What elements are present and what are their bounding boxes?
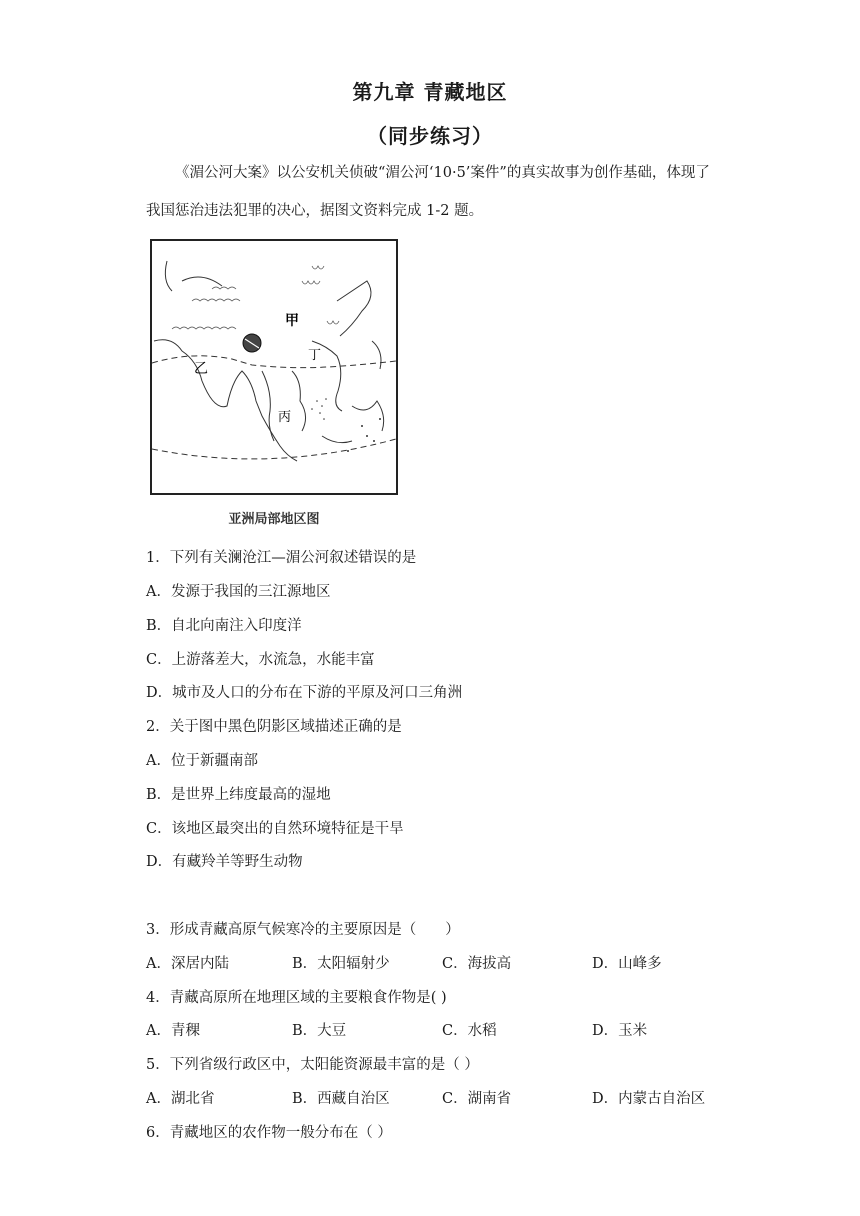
question-1-option-d[interactable]: D．城市及人口的分布在下游的平原及河口三角洲 <box>146 685 463 701</box>
question-4-option-a[interactable]: A．青稞 <box>146 1023 200 1039</box>
question-3-option-a[interactable]: A．深居内陆 <box>146 956 229 972</box>
question-5-stem: 5．下列省级行政区中，太阳能资源最丰富的是（ ） <box>146 1057 479 1073</box>
question-2-option-d[interactable]: D．有藏羚羊等野生动物 <box>146 854 303 870</box>
map-label-bing: 丙 <box>278 410 292 425</box>
question-5-option-a[interactable]: A．湖北省 <box>146 1091 215 1107</box>
question-1-option-b[interactable]: B．自北向南注入印度洋 <box>146 618 302 634</box>
question-1-option-a[interactable]: A．发源于我国的三江源地区 <box>146 584 331 600</box>
question-5-option-d[interactable]: D．内蒙古自治区 <box>592 1091 706 1107</box>
question-3-option-d[interactable]: D．山峰多 <box>592 956 662 972</box>
question-4-stem: 4．青藏高原所在地理区域的主要粮食作物是( ) <box>146 990 447 1006</box>
question-4-option-c[interactable]: C．水稻 <box>442 1023 497 1039</box>
question-2-option-c[interactable]: C．该地区最突出的自然环境特征是干旱 <box>146 821 404 837</box>
intro-paragraph <box>146 154 716 230</box>
question-1-option-c[interactable]: C．上游落差大，水流急，水能丰富 <box>146 652 375 668</box>
map-caption: 亚洲局部地区图 <box>228 512 320 527</box>
question-2-stem: 2．关于图中黑色阴影区域描述正确的是 <box>146 719 402 735</box>
map-label-ding: 丁 <box>308 348 322 363</box>
intro-text: 《湄公河大案》以公安机关侦破“湄公河‘10·5’案件”的真实故事为创作基础，体现了我国惩治违法犯罪的决心，据图文资料完成 1-2 题。 <box>146 165 710 219</box>
asia-map <box>150 239 398 495</box>
question-6-stem: 6．青藏地区的农作物一般分布在（ ） <box>146 1125 392 1141</box>
question-5-option-c[interactable]: C．湖南省 <box>442 1091 512 1107</box>
chapter-subtitle: （同步练习） <box>367 124 493 148</box>
question-3-stem: 3．形成青藏高原气候寒冷的主要原因是（ ） <box>146 922 460 938</box>
question-4-option-d[interactable]: D．玉米 <box>592 1023 648 1039</box>
question-3-option-b[interactable]: B．太阳辐射少 <box>292 956 390 972</box>
question-1-stem: 1．下列有关澜沧江—湄公河叙述错误的是 <box>146 550 417 566</box>
map-label-jia: 甲 <box>285 313 299 329</box>
question-2-option-a[interactable]: A．位于新疆南部 <box>146 753 258 769</box>
map-label-yi: 乙 <box>194 361 208 377</box>
question-4-option-b[interactable]: B．大豆 <box>292 1023 347 1039</box>
question-3-option-c[interactable]: C．海拔高 <box>442 956 512 972</box>
question-2-option-b[interactable]: B．是世界上纬度最高的湿地 <box>146 787 331 803</box>
question-5-option-b[interactable]: B．西藏自治区 <box>292 1091 390 1107</box>
chapter-title: 第九章 青藏地区 <box>352 80 508 104</box>
